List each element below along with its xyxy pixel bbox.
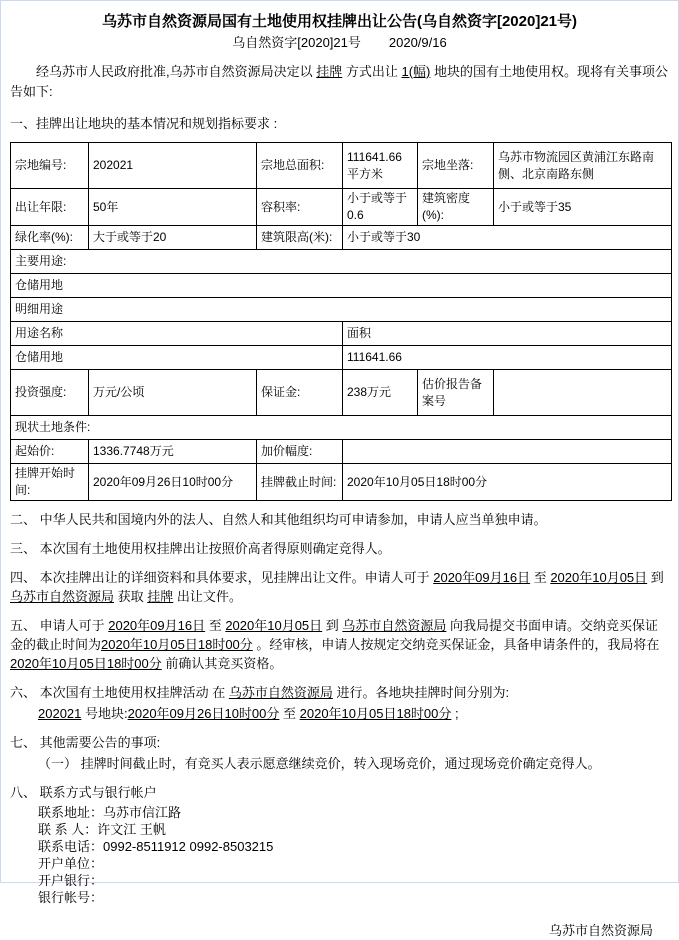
bank-account-unit: 开户单位：: [38, 856, 104, 871]
tenure-value: 50年: [89, 189, 257, 226]
table-row: [11, 143, 672, 189]
listing-end-label: 挂牌截止时间:: [257, 464, 343, 501]
main-use-label: 主要用途:: [11, 250, 672, 274]
section-4-text: 四、 本次挂牌出让的详细资料和具体要求，见挂牌出让文件。申请人可于 2020年09月16日 至 2020年10月05日 到 乌苏市自然资源局 获取 挂牌 出让文件。: [10, 570, 664, 604]
document-meta-line: [10, 34, 669, 52]
page-title: 乌苏市自然资源局国有土地使用权挂牌出让公告(乌自然资字[2020]21号): [101, 13, 578, 30]
building-density-value: 小于或等于35: [494, 189, 672, 226]
current-land-condition-label: 现状土地条件:: [11, 416, 672, 440]
detail-use-label: 明细用途: [11, 298, 672, 322]
starting-price-value: 1336.7748万元: [89, 440, 257, 464]
parcel-number-label: 宗地编号:: [11, 143, 89, 189]
table-row: [11, 346, 672, 370]
area-header: 面积: [343, 322, 672, 346]
table-row: [11, 274, 672, 298]
appraisal-report-label: 估价报告备案号: [418, 370, 494, 416]
appraisal-report-value: [494, 370, 672, 416]
table-row: [11, 189, 672, 226]
table-row: [11, 298, 672, 322]
publish-date: 2020/9/16: [388, 35, 447, 50]
table-row: [11, 226, 672, 250]
contact-address: 联系地址：乌苏市信江路: [38, 805, 182, 820]
contact-block: [10, 804, 669, 906]
plot-ratio-label: 容积率:: [257, 189, 343, 226]
document-number: 乌自然资字[2020]21号: [232, 35, 361, 50]
increment-value: [343, 440, 672, 464]
table-row: [11, 440, 672, 464]
use-name-value: 仓储用地: [11, 346, 343, 370]
location-value: 乌苏市物流园区黄浦江东路南侧、北京南路东侧: [494, 143, 672, 189]
section-8-heading: 八、 联系方式与银行帐户: [10, 785, 157, 800]
total-area-value: 111641.66平方米: [343, 143, 418, 189]
starting-price-label: 起始价:: [11, 440, 89, 464]
building-density-label: 建筑密度(%):: [418, 189, 494, 226]
deposit-value: 238万元: [343, 370, 418, 416]
greening-rate-label: 绿化率(%):: [11, 226, 89, 250]
section-5-text: 五、 申请人可于 2020年09月16日 至 2020年10月05日 到 乌苏市自然资源局 向我局提交书面申请。交纳竞买保证金的截止时间为2020年10月05日18时00分 。经审核，申请人按规定交纳竞买保证金，具备申请条件的，我局将在 2020年10月05日18时00分 前确认其竞买资格。: [10, 618, 660, 671]
section-2-text: 二、 中华人民共和国境内外的法人、自然人和其他组织均可申请参加，申请人应当单独申请。: [10, 512, 547, 527]
section-7-heading: 七、 其他需要公告的事项:: [10, 735, 161, 750]
parcel-number-value: 202021: [89, 143, 257, 189]
intro-paragraph: 经乌苏市人民政府批准,乌苏市自然资源局决定以 挂牌 方式出让 1(幅) 地块的国有土地使用权。现将有关事项公告如下:: [10, 64, 668, 99]
total-area-label: 宗地总面积:: [257, 143, 343, 189]
signature: 乌苏市自然资源局: [548, 923, 653, 938]
listing-start-label: 挂牌开始时间:: [11, 464, 89, 501]
use-name-header: 用途名称: [11, 322, 343, 346]
section-6-parcel-schedule: 202021 号地块:2020年09月26日10时00分 至 2020年10月05日18时00分 ;: [38, 706, 459, 721]
bank-account-number: 银行帐号：: [38, 890, 104, 905]
deposit-label: 保证金:: [257, 370, 343, 416]
table-row: [11, 370, 672, 416]
table-row: [11, 250, 672, 274]
table-row: [11, 322, 672, 346]
listing-start-value: 2020年09月26日10时00分: [89, 464, 257, 501]
table-row: [11, 464, 672, 501]
height-limit-label: 建筑限高(米):: [257, 226, 343, 250]
bank-name: 开户银行：: [38, 873, 104, 888]
section-1-heading: 一、挂牌出让地块的基本情况和规划指标要求 :: [10, 116, 278, 131]
greening-rate-value: 大于或等于20: [89, 226, 257, 250]
section-3-text: 三、 本次国有土地使用权挂牌出让按照价高者得原则确定竞得人。: [10, 541, 391, 556]
tenure-label: 出让年限:: [11, 189, 89, 226]
contact-person: 联 系 人：许文江 王帆: [38, 822, 166, 837]
land-info-table: [10, 142, 672, 501]
contact-phone: 联系电话：0992-8511912 0992-8503215: [38, 839, 274, 854]
height-limit-value: 小于或等于30: [343, 226, 672, 250]
location-label: 宗地坐落:: [418, 143, 494, 189]
section-6-text: 六、 本次国有土地使用权挂牌活动 在 乌苏市自然资源局 进行。各地块挂牌时间分别为:: [10, 685, 510, 700]
increment-label: 加价幅度:: [257, 440, 343, 464]
table-row: [11, 416, 672, 440]
section-7-item: （一） 挂牌时间截止时，有竞买人表示愿意继续竞价，转入现场竞价，通过现场竞价确定竞得人。: [38, 756, 601, 771]
listing-end-value: 2020年10月05日18时00分: [343, 464, 672, 501]
area-value: 111641.66: [343, 346, 672, 370]
plot-ratio-value: 小于或等于0.6: [343, 189, 418, 226]
investment-intensity-label: 投资强度:: [11, 370, 89, 416]
investment-intensity-value: 万元/公顷: [89, 370, 257, 416]
main-use-value: 仓储用地: [11, 274, 672, 298]
